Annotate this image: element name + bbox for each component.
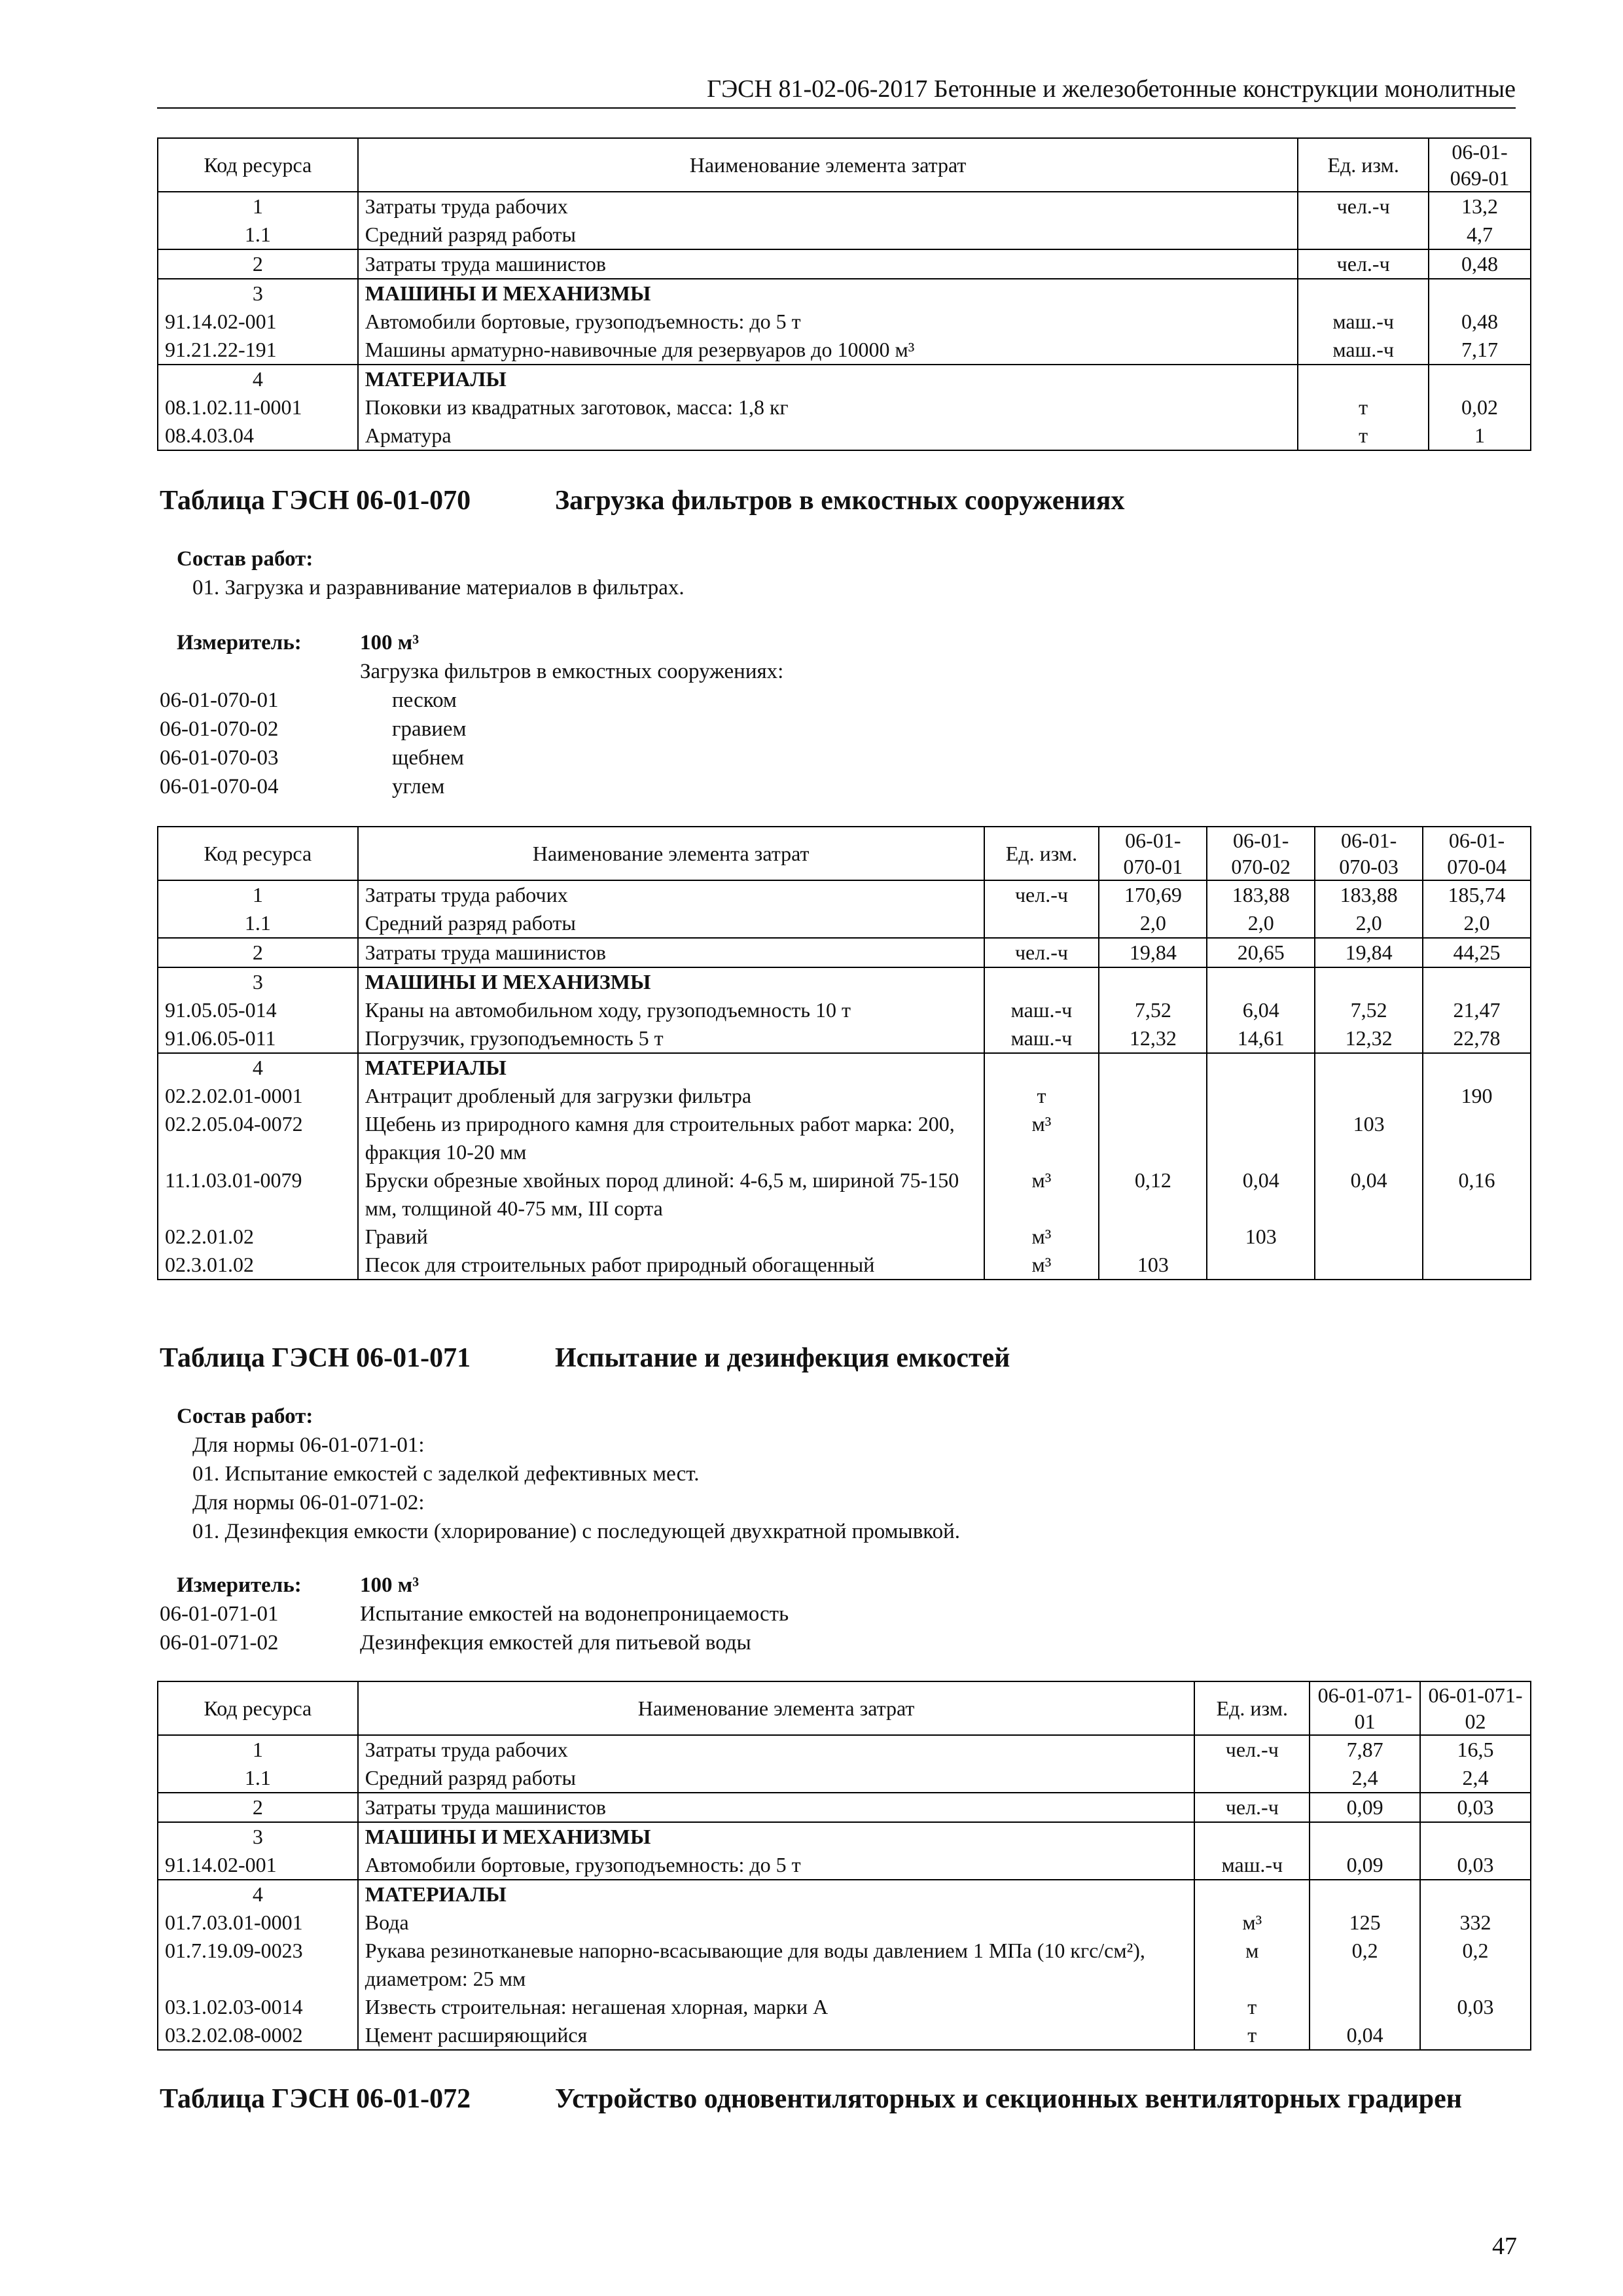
cell-unit: м³: [1194, 1909, 1310, 1937]
cell-value: [1420, 1822, 1531, 1851]
cell-value: 0,04: [1310, 2021, 1420, 2050]
norm-name: Дезинфекция емкостей для питьевой воды: [360, 1631, 751, 1655]
cell-value: 185,74: [1423, 880, 1531, 909]
table-row: [158, 221, 1531, 249]
cell-code: 02.2.01.02: [158, 1223, 358, 1251]
cell-code: 08.4.03.04: [158, 422, 358, 450]
cell-code: 02.2.02.01-0001: [158, 1082, 358, 1110]
cell-code: 1.1: [158, 909, 358, 938]
cell-value: 14,61: [1207, 1024, 1315, 1053]
cell-value: [1099, 1053, 1207, 1082]
col-header-unit: Ед. изм.: [1194, 1681, 1310, 1735]
cell-name: Затраты труда машинистов: [358, 249, 1298, 279]
cell-value: 2,0: [1315, 909, 1423, 938]
table-number: Таблица ГЭСН 06-01-070: [160, 486, 471, 516]
cell-unit: [984, 909, 1099, 938]
cell-value: [1207, 1082, 1315, 1110]
table-caption: Испытание и дезинфекция емкостей: [555, 1343, 1010, 1373]
table-header-row: [158, 138, 1531, 192]
table-row: [158, 422, 1531, 450]
cell-value: 7,87: [1310, 1735, 1420, 1764]
cell-value: 19,84: [1315, 938, 1423, 967]
table-row: [158, 249, 1531, 279]
cell-value: [1420, 1880, 1531, 1909]
cell-name: Автомобили бортовые, грузоподъемность: до 5 т: [358, 1851, 1195, 1880]
table-row: [158, 996, 1531, 1024]
table-row: [158, 909, 1531, 938]
cell-value: 0,09: [1310, 1851, 1420, 1880]
cell-unit: м³: [984, 1110, 1099, 1166]
cell-name: Затраты труда рабочих: [358, 1735, 1195, 1764]
measure-unit: 100 м³: [360, 631, 419, 655]
cell-value: 16,5: [1420, 1735, 1531, 1764]
cell-unit: м³: [984, 1223, 1099, 1251]
cell-value: 7,52: [1315, 996, 1423, 1024]
cell-code: 2: [158, 938, 358, 967]
cell-unit: чел.-ч: [1194, 1793, 1310, 1822]
table-row: [158, 1053, 1531, 1082]
cell-name: Вода: [358, 1909, 1195, 1937]
cell-unit: маш.-ч: [984, 1024, 1099, 1053]
page-number: 47: [1492, 2233, 1517, 2260]
cell-code: 2: [158, 249, 358, 279]
cell-code: 91.14.02-001: [158, 1851, 358, 1880]
measure-block-071: [160, 1571, 1403, 1657]
cell-unit: чел.-ч: [984, 880, 1099, 909]
running-header: ГЭСН 81-02-06-2017 Бетонные и железобетонные конструкции монолитные: [157, 73, 1516, 109]
norm-group-title: Загрузка фильтров в емкостных сооружениях:: [360, 660, 784, 683]
table-number: Таблица ГЭСН 06-01-071: [160, 1343, 471, 1373]
cell-code: 3: [158, 279, 358, 308]
table-row: [158, 967, 1531, 996]
col-header-unit: Ед. изм.: [984, 827, 1099, 880]
col-header-norm: 06-01-070-03: [1315, 827, 1423, 880]
cell-name: Цемент расширяющийся: [358, 2021, 1195, 2050]
cell-value: 7,52: [1099, 996, 1207, 1024]
table-row: [158, 1937, 1531, 1993]
work-label: Состав работ:: [177, 547, 313, 571]
cell-name: Известь строительная: негашеная хлорная, марки А: [358, 1993, 1195, 2021]
cell-code: 02.3.01.02: [158, 1251, 358, 1280]
cell-name: Средний разряд работы: [358, 221, 1298, 249]
col-header-name: Наименование элемента затрат: [358, 1681, 1195, 1735]
cell-value: [1207, 1110, 1315, 1166]
table-body: [158, 1735, 1531, 2050]
table-row: [158, 1223, 1531, 1251]
col-header-norm: 06-01-069-01: [1429, 138, 1531, 192]
cell-value: 2,0: [1207, 909, 1315, 938]
table-number: Таблица ГЭСН 06-01-072: [160, 2084, 471, 2114]
norm-code: 06-01-071-02: [160, 1631, 279, 1655]
cell-value: 0,03: [1420, 1993, 1531, 2021]
cell-value: 44,25: [1423, 938, 1531, 967]
cell-value: 2,0: [1423, 909, 1531, 938]
cell-unit: [1194, 1822, 1310, 1851]
col-header-norm: 06-01-070-02: [1207, 827, 1315, 880]
cell-code: 03.1.02.03-0014: [158, 1993, 358, 2021]
cell-value: [1207, 1251, 1315, 1280]
cell-value: 0,48: [1429, 249, 1531, 279]
work-composition-070: [177, 545, 1420, 602]
cell-code: 91.05.05-014: [158, 996, 358, 1024]
cell-value: 0,04: [1207, 1166, 1315, 1223]
cell-name: Затраты труда рабочих: [358, 192, 1298, 221]
cell-unit: [1298, 279, 1429, 308]
cell-code: 11.1.03.01-0079: [158, 1166, 358, 1223]
cell-code: 3: [158, 1822, 358, 1851]
table-header-row: [158, 1681, 1531, 1735]
cell-value: 2,0: [1099, 909, 1207, 938]
table-row: [158, 1793, 1531, 1822]
cell-code: 4: [158, 365, 358, 393]
cell-name: Затраты труда машинистов: [358, 938, 984, 967]
cell-code: 1: [158, 1735, 358, 1764]
cell-value: 4,7: [1429, 221, 1531, 249]
cell-code: 1: [158, 880, 358, 909]
work-item: 01. Дезинфекция емкости (хлорирование) с последующей двухкратной промывкой.: [192, 1520, 961, 1543]
work-item: 01. Испытание емкостей с заделкой дефективных мест.: [192, 1462, 700, 1486]
table-row: [158, 393, 1531, 422]
cell-code: 91.21.22-191: [158, 336, 358, 365]
cell-value: 2,4: [1310, 1764, 1420, 1793]
cell-unit: чел.-ч: [1298, 249, 1429, 279]
col-header-code: Код ресурса: [158, 138, 358, 192]
cell-value: [1423, 1251, 1531, 1280]
col-header-norm: 06-01-070-04: [1423, 827, 1531, 880]
norm-code: 06-01-070-02: [160, 717, 279, 741]
cell-value: [1429, 365, 1531, 393]
cell-value: 0,02: [1429, 393, 1531, 422]
cell-name: МАШИНЫ И МЕХАНИЗМЫ: [358, 967, 984, 996]
cell-name: Затраты труда машинистов: [358, 1793, 1195, 1822]
cell-unit: чел.-ч: [984, 938, 1099, 967]
cell-code: 91.06.05-011: [158, 1024, 358, 1053]
cell-value: 0,04: [1315, 1166, 1423, 1223]
cell-value: [1423, 1110, 1531, 1166]
norm-name: песком: [392, 689, 457, 712]
cell-value: [1423, 1223, 1531, 1251]
table-row: [158, 1880, 1531, 1909]
cell-code: 1.1: [158, 221, 358, 249]
cell-value: [1099, 1110, 1207, 1166]
cell-value: 103: [1099, 1251, 1207, 1280]
table-row: [158, 1851, 1531, 1880]
cell-code: 03.2.02.08-0002: [158, 2021, 358, 2050]
resource-table-071: [157, 1681, 1531, 2051]
resource-table-070: [157, 826, 1531, 1280]
cell-name: Арматура: [358, 422, 1298, 450]
cell-name: Поковки из квадратных заготовок, масса: 1,8 кг: [358, 393, 1298, 422]
measure-label: Измеритель:: [177, 631, 302, 655]
cell-name: Средний разряд работы: [358, 909, 984, 938]
cell-value: [1310, 1880, 1420, 1909]
cell-value: 21,47: [1423, 996, 1531, 1024]
cell-name: Гравий: [358, 1223, 984, 1251]
norm-code: 06-01-071-01: [160, 1602, 279, 1626]
cell-value: [1423, 967, 1531, 996]
cell-value: 12,32: [1315, 1024, 1423, 1053]
cell-value: 0,03: [1420, 1851, 1531, 1880]
resource-table-069: [157, 137, 1531, 451]
cell-unit: [984, 967, 1099, 996]
cell-name: Антрацит дробленый для загрузки фильтра: [358, 1082, 984, 1110]
cell-name: МАШИНЫ И МЕХАНИЗМЫ: [358, 1822, 1195, 1851]
cell-value: [1207, 1053, 1315, 1082]
cell-value: [1315, 1082, 1423, 1110]
work-item: 01. Загрузка и разравнивание материалов в фильтрах.: [192, 576, 685, 600]
norm-name: Испытание емкостей на водонепроницаемость: [360, 1602, 789, 1626]
table-caption: Загрузка фильтров в емкостных сооружениях: [555, 486, 1125, 516]
cell-name: Автомобили бортовые, грузоподъемность: до 5 т: [358, 308, 1298, 336]
cell-name: Средний разряд работы: [358, 1764, 1195, 1793]
cell-unit: маш.-ч: [1298, 308, 1429, 336]
table-row: [158, 938, 1531, 967]
table-row: [158, 1024, 1531, 1053]
cell-value: 1: [1429, 422, 1531, 450]
cell-value: [1310, 1822, 1420, 1851]
cell-value: 125: [1310, 1909, 1420, 1937]
cell-value: 19,84: [1099, 938, 1207, 967]
cell-code: 3: [158, 967, 358, 996]
col-header-norm: 06-01-071-02: [1420, 1681, 1531, 1735]
cell-value: 12,32: [1099, 1024, 1207, 1053]
cell-value: 22,78: [1423, 1024, 1531, 1053]
cell-unit: т: [1194, 1993, 1310, 2021]
cell-name: МАТЕРИАЛЫ: [358, 365, 1298, 393]
table-row: [158, 336, 1531, 365]
cell-value: 332: [1420, 1909, 1531, 1937]
cell-name: Затраты труда рабочих: [358, 880, 984, 909]
cell-value: 0,03: [1420, 1793, 1531, 1822]
cell-value: [1429, 279, 1531, 308]
cell-value: [1315, 1053, 1423, 1082]
col-header-name: Наименование элемента затрат: [358, 827, 984, 880]
col-header-norm: 06-01-071-01: [1310, 1681, 1420, 1735]
cell-value: 103: [1207, 1223, 1315, 1251]
cell-value: [1207, 967, 1315, 996]
table-row: [158, 279, 1531, 308]
measure-block-070: [160, 628, 1403, 798]
table-row: [158, 880, 1531, 909]
cell-name: Песок для строительных работ природный обогащенный: [358, 1251, 984, 1280]
cell-unit: т: [1298, 422, 1429, 450]
cell-value: 183,88: [1207, 880, 1315, 909]
cell-unit: м³: [984, 1251, 1099, 1280]
cell-unit: т: [1298, 393, 1429, 422]
measure-label: Измеритель:: [177, 1573, 302, 1597]
cell-value: 190: [1423, 1082, 1531, 1110]
table-row: [158, 1082, 1531, 1110]
cell-unit: [1194, 1764, 1310, 1793]
cell-unit: [1194, 1880, 1310, 1909]
table-row: [158, 1764, 1531, 1793]
cell-value: 0,2: [1420, 1937, 1531, 1993]
cell-value: 0,48: [1429, 308, 1531, 336]
col-header-norm: 06-01-070-01: [1099, 827, 1207, 880]
table-row: [158, 2021, 1531, 2050]
cell-name: Краны на автомобильном ходу, грузоподъемность 10 т: [358, 996, 984, 1024]
table-row: [158, 1822, 1531, 1851]
table-row: [158, 365, 1531, 393]
table-row: [158, 1909, 1531, 1937]
cell-code: 2: [158, 1793, 358, 1822]
cell-unit: т: [984, 1082, 1099, 1110]
table-row: [158, 192, 1531, 221]
cell-code: 91.14.02-001: [158, 308, 358, 336]
cell-value: 2,4: [1420, 1764, 1531, 1793]
col-header-name: Наименование элемента затрат: [358, 138, 1298, 192]
cell-unit: м³: [984, 1166, 1099, 1223]
cell-value: 7,17: [1429, 336, 1531, 365]
table-row: [158, 1110, 1531, 1166]
cell-code: 01.7.19.09-0023: [158, 1937, 358, 1993]
cell-unit: маш.-ч: [984, 996, 1099, 1024]
cell-unit: [1298, 221, 1429, 249]
cell-code: 1.1: [158, 1764, 358, 1793]
table-body: [158, 880, 1531, 1280]
norm-name: гравием: [392, 717, 467, 741]
cell-name: Бруски обрезные хвойных пород длиной: 4-6,5 м, шириной 75-150 мм, толщиной 40-75 мм, III сорта: [358, 1166, 984, 1223]
cell-name: МАШИНЫ И МЕХАНИЗМЫ: [358, 279, 1298, 308]
cell-value: [1420, 2021, 1531, 2050]
cell-value: [1099, 967, 1207, 996]
cell-name: МАТЕРИАЛЫ: [358, 1053, 984, 1082]
cell-unit: маш.-ч: [1194, 1851, 1310, 1880]
cell-unit: [1298, 365, 1429, 393]
table-row: [158, 1735, 1531, 1764]
cell-name: МАТЕРИАЛЫ: [358, 1880, 1195, 1909]
norm-name: щебнем: [392, 746, 465, 770]
cell-code: 4: [158, 1053, 358, 1082]
norm-code: 06-01-070-01: [160, 689, 279, 712]
cell-value: [1315, 1251, 1423, 1280]
cell-value: [1099, 1082, 1207, 1110]
cell-value: [1099, 1223, 1207, 1251]
measure-unit: 100 м³: [360, 1573, 419, 1597]
cell-value: 0,16: [1423, 1166, 1531, 1223]
cell-value: 6,04: [1207, 996, 1315, 1024]
work-label: Состав работ:: [177, 1405, 313, 1428]
cell-value: 170,69: [1099, 880, 1207, 909]
cell-value: 20,65: [1207, 938, 1315, 967]
cell-name: Щебень из природного камня для строительных работ марка: 200, фракция 10-20 мм: [358, 1110, 984, 1166]
cell-value: [1315, 967, 1423, 996]
cell-unit: чел.-ч: [1194, 1735, 1310, 1764]
col-header-code: Код ресурса: [158, 827, 358, 880]
table-caption: Устройство одновентиляторных и секционных вентиляторных градирен: [555, 2084, 1462, 2114]
work-item: Для нормы 06-01-071-01:: [192, 1433, 425, 1457]
norm-name: углем: [392, 775, 445, 798]
cell-value: 183,88: [1315, 880, 1423, 909]
table-header-row: [158, 827, 1531, 880]
norm-code: 06-01-070-04: [160, 775, 279, 798]
cell-value: [1310, 1993, 1420, 2021]
cell-value: 103: [1315, 1110, 1423, 1166]
cell-unit: м: [1194, 1937, 1310, 1993]
work-item: Для нормы 06-01-071-02:: [192, 1491, 425, 1515]
norm-code: 06-01-070-03: [160, 746, 279, 770]
work-composition-071: [177, 1402, 1420, 1546]
cell-code: 01.7.03.01-0001: [158, 1909, 358, 1937]
cell-code: 08.1.02.11-0001: [158, 393, 358, 422]
cell-value: [1423, 1053, 1531, 1082]
cell-code: 02.2.05.04-0072: [158, 1110, 358, 1166]
col-header-code: Код ресурса: [158, 1681, 358, 1735]
cell-value: [1315, 1223, 1423, 1251]
table-row: [158, 1166, 1531, 1223]
cell-name: Машины арматурно-навивочные для резервуаров до 10000 м³: [358, 336, 1298, 365]
cell-value: 0,2: [1310, 1937, 1420, 1993]
cell-name: Погрузчик, грузоподъемность 5 т: [358, 1024, 984, 1053]
cell-code: 1: [158, 192, 358, 221]
cell-name: Рукава резинотканевые напорно-всасывающие для воды давлением 1 МПа (10 кгс/см²), диаметром: 25 мм: [358, 1937, 1195, 1993]
cell-code: 4: [158, 1880, 358, 1909]
col-header-unit: Ед. изм.: [1298, 138, 1429, 192]
cell-unit: чел.-ч: [1298, 192, 1429, 221]
cell-unit: т: [1194, 2021, 1310, 2050]
table-row: [158, 1993, 1531, 2021]
cell-unit: маш.-ч: [1298, 336, 1429, 365]
cell-value: 0,09: [1310, 1793, 1420, 1822]
table-row: [158, 308, 1531, 336]
cell-value: 0,12: [1099, 1166, 1207, 1223]
cell-unit: [984, 1053, 1099, 1082]
cell-value: 13,2: [1429, 192, 1531, 221]
table-row: [158, 1251, 1531, 1280]
